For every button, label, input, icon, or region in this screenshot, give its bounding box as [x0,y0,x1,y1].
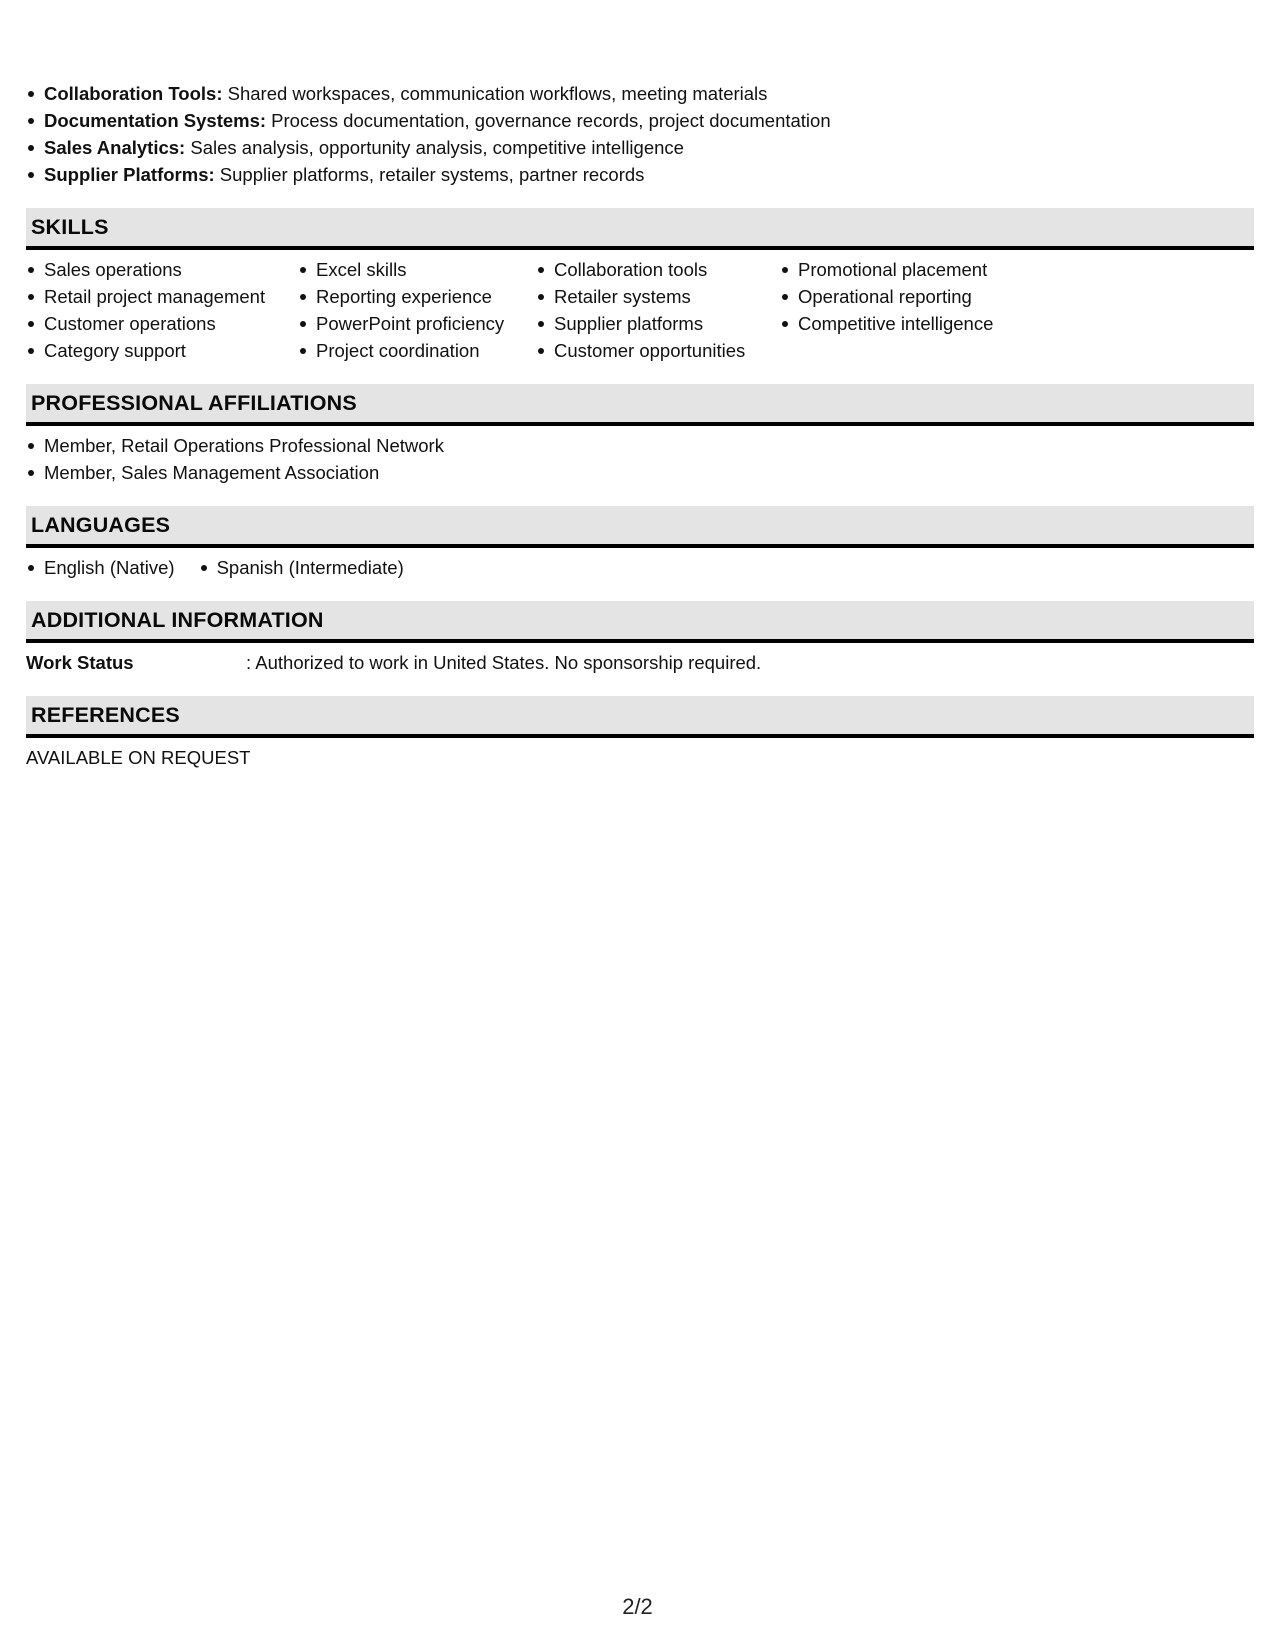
tool-value: Sales analysis, opportunity analysis, competitive intelligence [185,137,684,158]
references-section-header [26,696,1254,738]
list-item: Member, Sales Management Association [26,459,1254,486]
skills-grid [26,256,1254,364]
list-item: Customer operations [26,310,276,337]
tool-label: Documentation Systems: [44,110,267,131]
affiliations-list [26,432,1254,486]
list-item: Excel skills [298,256,514,283]
list-item: PowerPoint proficiency [298,310,514,337]
tools-list [26,80,1254,188]
section-title: REFERENCES [31,702,180,727]
skills-section-header [26,208,1254,250]
list-item [26,134,1254,161]
work-status-label: Work Status [26,652,134,673]
affiliations-section-header [26,384,1254,426]
list-item: Member, Retail Operations Professional Network [26,432,1254,459]
list-item: Operational reporting [780,283,1020,310]
section-title: LANGUAGES [31,512,171,537]
list-item: English (Native) [26,554,175,581]
list-item: Supplier platforms [536,310,758,337]
section-title: SKILLS [31,214,109,239]
list-item: Reporting experience [298,283,514,310]
skills-column [26,256,276,364]
list-item: Retailer systems [536,283,758,310]
section-title: ADDITIONAL INFORMATION [31,607,324,632]
list-item: Category support [26,337,276,364]
list-item: Project coordination [298,337,514,364]
list-item: Spanish (Intermediate) [199,554,404,581]
list-item [26,107,1254,134]
languages-list [26,554,1254,581]
tool-value: Process documentation, governance records, project documentation [266,110,831,131]
page-number: 2/2 [622,1594,653,1619]
tool-value: Shared workspaces, communication workflows, meeting materials [222,83,768,104]
languages-section-header [26,506,1254,548]
list-item: Customer opportunities [536,337,758,364]
tool-label: Collaboration Tools: [44,83,223,104]
list-item: Collaboration tools [536,256,758,283]
tool-label: Supplier Platforms: [44,164,215,185]
skills-column [780,256,1020,364]
references-text: AVAILABLE ON REQUEST [26,747,251,768]
list-item: Promotional placement [780,256,1020,283]
work-status-row [26,649,1254,676]
tool-label: Sales Analytics: [44,137,186,158]
section-title: PROFESSIONAL AFFILIATIONS [31,390,357,415]
resume-content [26,80,1254,771]
list-item [26,80,1254,107]
skills-column [536,256,758,364]
work-status-value: : Authorized to work in United States. No sponsorship required. [246,652,762,673]
list-item: Sales operations [26,256,276,283]
additional-info-section-header [26,601,1254,643]
skills-column [298,256,514,364]
list-item: Retail project management [26,283,276,310]
list-item: Competitive intelligence [780,310,1020,337]
tool-value: Supplier platforms, retailer systems, partner records [214,164,645,185]
list-item [26,161,1254,188]
